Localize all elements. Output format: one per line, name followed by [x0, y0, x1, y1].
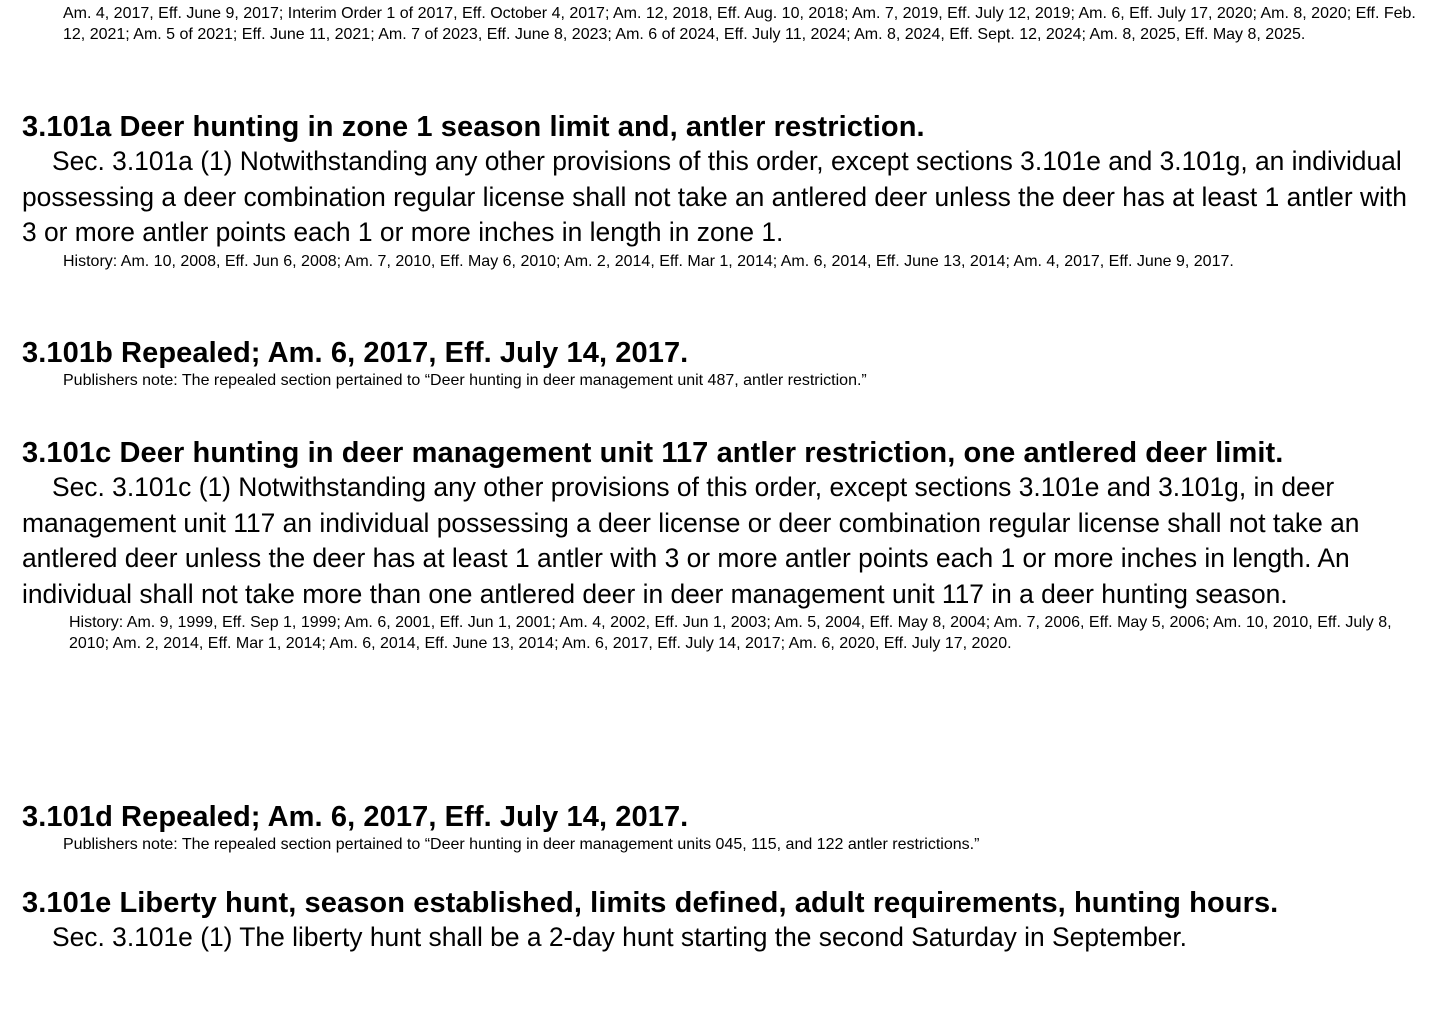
- previous-section-history: Am. 4, 2017, Eff. June 9, 2017; Interim Order 1 of 2017, Eff. October 4, 2017; Am. 12, 2018, Eff. Aug. 10, 2018; Am. 7, 2019, Eff. July 12, 2019; Am. 6, Eff. July 17, 2020; Am. 8, 2020; Eff. Feb. 12, 2021; Am. 5 of 2021; Eff. June 11, 2021; Am. 7 of 2023, Eff. June 8, 2023; Am. 6 of 2024, Eff. July 11, 2024; Am. 8, 2024, Eff. Sept. 12, 2024; Am. 8, 2025, Eff. May 8, 2025.: [63, 5, 1416, 43]
- section-heading: 3.101e Liberty hunt, season established, limits defined, adult requirements, hunting hours.: [22, 887, 1279, 919]
- section-3-101c: [22, 436, 1422, 654]
- section-history: History: Am. 9, 1999, Eff. Sep 1, 1999; Am. 6, 2001, Eff. Jun 1, 2001; Am. 4, 2002, Eff. Jun 1, 2003; Am. 5, 2004, Eff. May 8, 2004; Am. 7, 2006, Eff. May 5, 2006; Am. 10, 2010, Eff. July 8, 2010; Am. 2, 2014, Eff. Mar 1, 2014; Am. 6, 2014, Eff. June 13, 2014; Am. 6, 2017, Eff. July 14, 2017; Am. 6, 2020, Eff. July 17, 2020.: [69, 614, 1392, 652]
- section-history: History: Am. 10, 2008, Eff. Jun 6, 2008; Am. 7, 2010, Eff. May 6, 2010; Am. 2, 2014, Eff. Mar 1, 2014; Am. 6, 2014, Eff. June 13, 2014; Am. 4, 2017, Eff. June 9, 2017.: [63, 252, 1234, 270]
- publishers-note: Publishers note: The repealed section pertained to “Deer hunting in deer management units 045, 115, and 122 antler restrictions.”: [63, 836, 980, 853]
- section-heading: 3.101c Deer hunting in deer management unit 117 antler restriction, one antlered deer limit.: [22, 437, 1284, 469]
- section-3-101e: [22, 886, 1422, 956]
- section-heading: 3.101a Deer hunting in zone 1 season limit and, antler restriction.: [22, 111, 925, 143]
- section-body: Sec. 3.101c (1) Notwithstanding any other provisions of this order, except sections 3.101e and 3.101g, in deer management unit 117 an individual possessing a deer license or deer combination regular license shall not take an antlered deer unless the deer has at least 1 antler with 3 or more antler points each 1 or more inches in length. An individual shall not take more than one antlered deer in deer management unit 117 in a deer hunting season.: [22, 472, 1360, 609]
- section-3-101d: [22, 800, 1422, 855]
- section-heading: 3.101d Repealed; Am. 6, 2017, Eff. July 14, 2017.: [22, 801, 689, 833]
- section-heading: 3.101b Repealed; Am. 6, 2017, Eff. July 14, 2017.: [22, 337, 689, 369]
- section-body: Sec. 3.101e (1) The liberty hunt shall be a 2-day hunt starting the second Saturday in September.: [52, 922, 1188, 952]
- publishers-note: Publishers note: The repealed section pertained to “Deer hunting in deer management unit 487, antler restriction.”: [63, 372, 867, 389]
- section-3-101b: [22, 336, 1422, 391]
- section-body: Sec. 3.101a (1) Notwithstanding any other provisions of this order, except sections 3.101e and 3.101g, an individual possessing a deer combination regular license shall not take an antlered deer unless the deer has at least 1 antler with 3 or more antler points each 1 or more inches in length in zone 1.: [22, 146, 1407, 247]
- section-3-101a: [22, 110, 1422, 272]
